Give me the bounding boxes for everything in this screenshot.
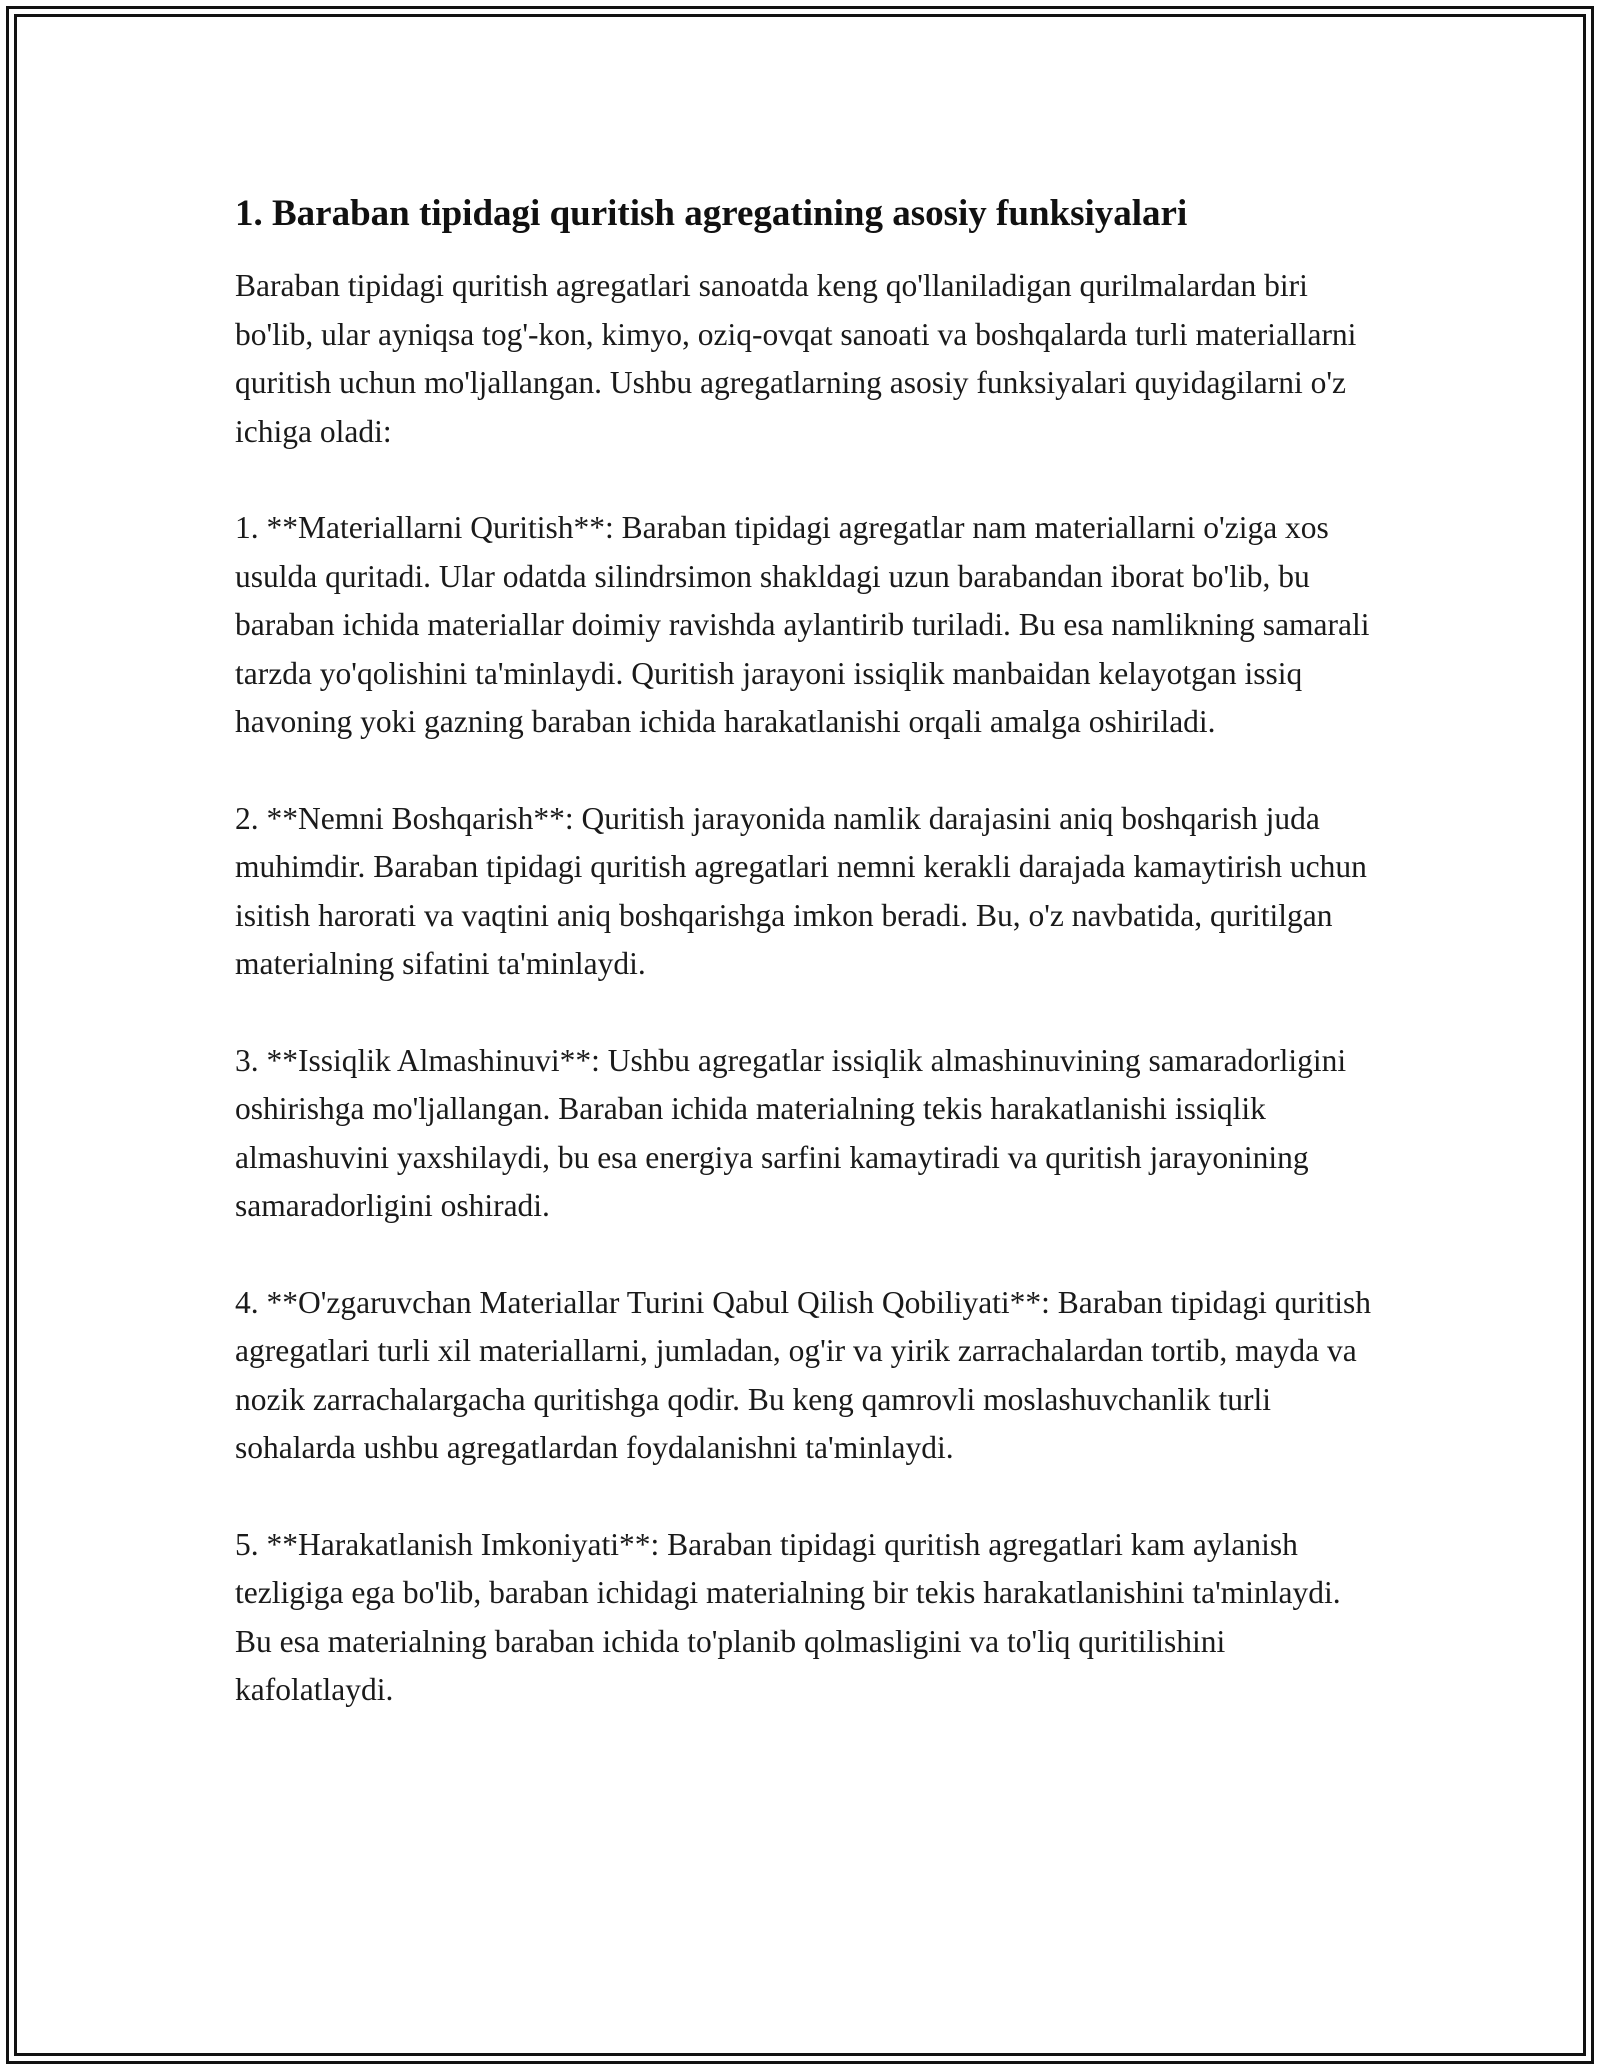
document-title: 1. Baraban tipidagi quritish agregatining asosiy funksiyalari [235, 193, 1188, 234]
paragraph-item-3: 3. **Issiqlik Almashinuvi**: Ushbu agregatlar issiqlik almashinuvining samaradorligini oshirishga mo'ljallangan. Baraban ichida materialning tekis harakatlanishi issiqlik almashuvini yaxshilaydi, bu esa energiya sarfini kamaytiradi va quritish jarayonining samaradorligini oshiradi. [235, 1042, 1347, 1223]
paragraph-item-4: 4. **O'zgaruvchan Materiallar Turini Qabul Qilish Qobiliyati**: Baraban tipidagi quritish agregatlari turli xil materiallarni, jumladan, og'ir va yirik zarrachalardan tortib, mayda va nozik zarrachalargacha quritishga qodir. Bu keng qamrovli moslashuvchanlik turli sohalarda ushbu agregatlardan foydalanishni ta'minlaydi. [235, 1284, 1371, 1465]
paragraph-item-2: 2. **Nemni Boshqarish**: Quritish jarayonida namlik darajasini aniq boshqarish juda muhimdir. Baraban tipidagi quritish agregatlari nemni kerakli darajada kamaytirish uchun isitish harorati va vaqtini aniq boshqarishga imkon beradi. Bu, o'z navbatida, quritilgan materialning sifatini ta'minlaydi. [235, 800, 1367, 981]
intro-paragraph: Baraban tipidagi quritish agregatlari sanoatda keng qo'llaniladigan qurilmalardan biri bo'lib, ular ayniqsa tog'-kon, kimyo, oziq-ovqat sanoati va boshqalarda turli materiallarni quritish uchun mo'ljallangan. Ushbu agregatlarning asosiy funksiyalari quyidagilarni o'z ichiga oladi: [235, 268, 1357, 449]
document-body [235, 188, 1375, 1763]
paragraph-item-5: 5. **Harakatlanish Imkoniyati**: Baraban tipidagi quritish agregatlari kam aylanish tezligiga ega bo'lib, baraban ichidagi materialning bir tekis harakatlanishini ta'minlaydi. Bu esa materialning baraban ichida to'planib qolmasligini va to'liq quritilishini kafolatlaydi. [235, 1526, 1341, 1707]
paragraph-item-1: 1. **Materiallarni Quritish**: Baraban tipidagi agregatlar nam materiallarni o'ziga xos usulda quritadi. Ular odatda silindrsimon shakldagi uzun barabandan iborat bo'lib, bu baraban ichida materiallar doimiy ravishda aylantirib turiladi. Bu esa namlikning samarali tarzda yo'qolishini ta'minlaydi. Quritish jarayoni issiqlik manbaidan kelayotgan issiq havoning yoki gazning baraban ichida harakatlanishi orqali amalga oshiriladi. [235, 510, 1370, 739]
